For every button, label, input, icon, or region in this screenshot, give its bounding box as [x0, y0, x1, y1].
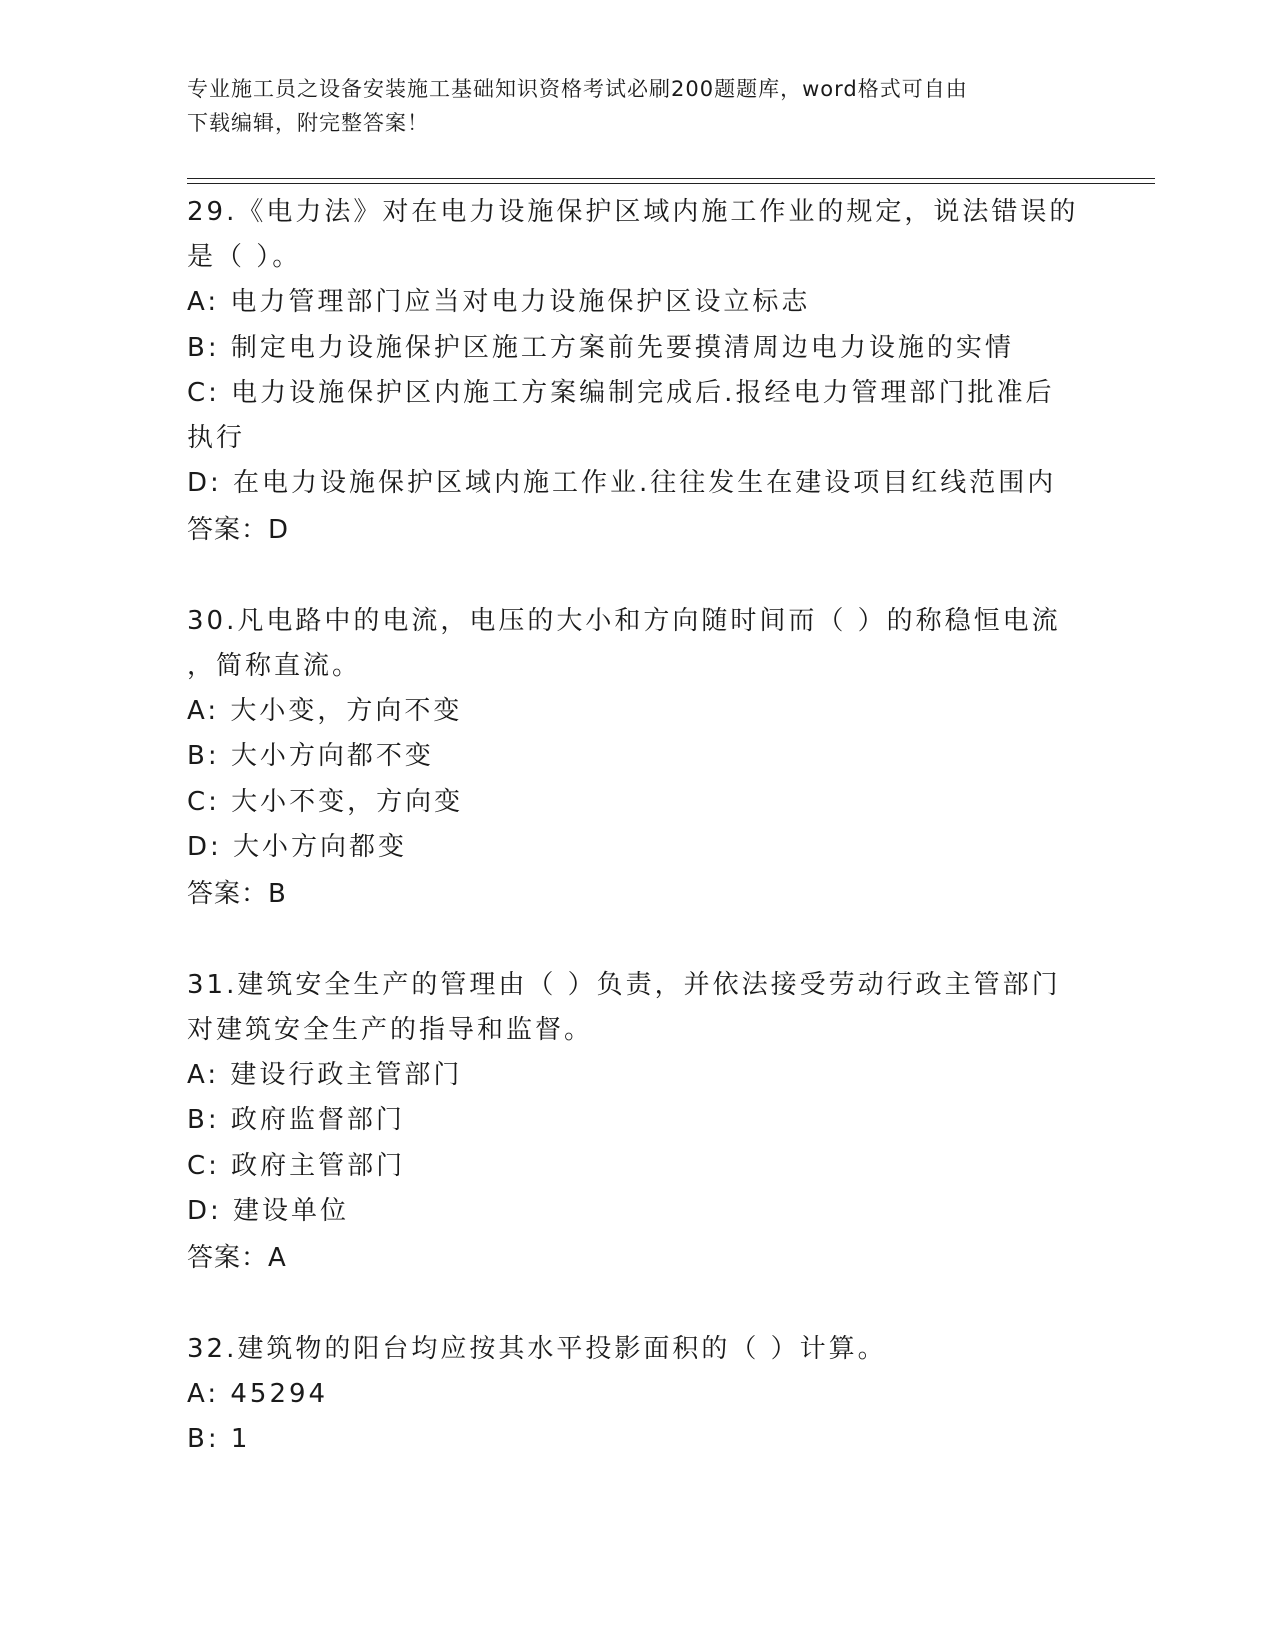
option-c: C: 政府主管部门 [187, 1150, 406, 1181]
option-b: B: 1 [187, 1424, 251, 1454]
question-text-line: ，简称直流。 [187, 650, 362, 681]
option-d: D: 在电力设施保护区域内施工作业.往往发生在建设项目红线范围内 [187, 468, 1057, 498]
option-b: B: 政府监督部门 [187, 1105, 405, 1135]
question-text [187, 190, 1087, 280]
question-32 [187, 1327, 1087, 1463]
option-b: B: 大小方向都不变 [187, 741, 434, 771]
option-a: A: 大小变，方向不变 [187, 695, 463, 726]
question-30 [187, 599, 1087, 917]
option-d: D: 建设单位 [187, 1196, 350, 1226]
option-c: C: 大小不变，方向变 [187, 786, 464, 817]
header-divider-bottom [187, 183, 1155, 184]
question-text [187, 599, 1087, 689]
option-text-line: 执行 [187, 423, 246, 453]
header-line-1: 专业施工员之设备安装施工基础知识资格考试必刷200题题库，word格式可自由 [187, 77, 968, 101]
question-text-line: 30.凡电路中的电流，电压的大小和方向随时间而（ ）的称稳恒电流 [187, 605, 1061, 636]
option-d: D: 大小方向都变 [187, 832, 408, 862]
option-a: A: 电力管理部门应当对电力设施保护区设立标志 [187, 287, 811, 317]
header-divider-top [187, 178, 1155, 179]
question-list [187, 190, 1087, 1509]
answer-text: 答案：D [187, 514, 290, 545]
option-text-line: C: 电力设施保护区内施工方案编制完成后.报经电力管理部门批准后 [187, 378, 1055, 408]
question-text [187, 963, 1087, 1053]
document-header [187, 72, 1067, 140]
answer-text: 答案：B [187, 878, 287, 909]
answer-text: 答案：A [187, 1242, 287, 1273]
question-text-line: 31.建筑安全生产的管理由（ ）负责，并依法接受劳动行政主管部门 [187, 969, 1061, 1000]
question-text [187, 1327, 1087, 1372]
question-31 [187, 963, 1087, 1281]
option-c [187, 371, 1087, 461]
option-a: A: 45294 [187, 1378, 329, 1409]
option-b: B: 制定电力设施保护区施工方案前先要摸清周边电力设施的实情 [187, 332, 1014, 363]
question-29 [187, 190, 1087, 553]
question-text-line: 29.《电力法》对在电力设施保护区域内施工作业的规定，说法错误的 [187, 197, 1079, 227]
question-text-line: 32.建筑物的阳台均应按其水平投影面积的（ ）计算。 [187, 1333, 887, 1364]
question-text-line: 对建筑安全生产的指导和监督。 [187, 1014, 594, 1045]
option-a: A: 建设行政主管部门 [187, 1059, 463, 1090]
header-line-2: 下载编辑，附完整答案！ [187, 111, 429, 135]
question-text-line: 是（ ）。 [187, 242, 302, 272]
